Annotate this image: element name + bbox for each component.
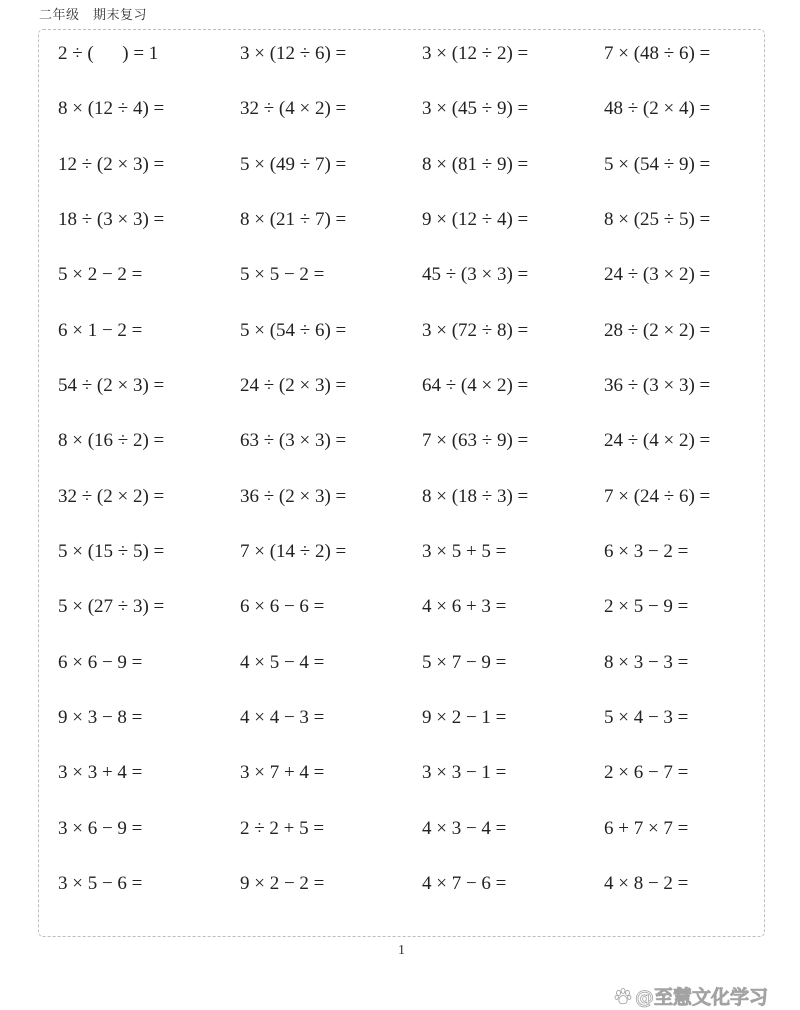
math-problem: 9 × 2 − 2 = [240, 873, 325, 894]
math-problem: 54 ÷ (2 × 3) = [58, 375, 165, 396]
math-problem: 24 ÷ (4 × 2) = [604, 430, 711, 451]
math-problem: 3 × (12 ÷ 6) = [240, 43, 347, 64]
worksheet-header-title: 二年级 期末复习 [39, 8, 148, 23]
math-problem: 7 × (63 ÷ 9) = [422, 430, 529, 451]
math-problem: 9 × 3 − 8 = [58, 707, 143, 728]
watermark [614, 983, 768, 1010]
math-problem: 6 × 3 − 2 = [604, 541, 689, 562]
math-problem: 8 × (12 ÷ 4) = [58, 98, 165, 119]
math-problem: 45 ÷ (3 × 3) = [422, 264, 529, 285]
math-problem: 3 × (45 ÷ 9) = [422, 98, 529, 119]
math-problem: 7 × (48 ÷ 6) = [604, 43, 711, 64]
math-problem: 6 × 6 − 6 = [240, 596, 325, 617]
math-problem: 5 × 4 − 3 = [604, 707, 689, 728]
math-problem: 32 ÷ (4 × 2) = [240, 98, 347, 119]
math-problem: 4 × 6 + 3 = [422, 596, 507, 617]
math-problem: 5 × (27 ÷ 3) = [58, 596, 165, 617]
math-problem: 2 × 5 − 9 = [604, 596, 689, 617]
math-problem: 9 × (12 ÷ 4) = [422, 209, 529, 230]
math-problem: 5 × (54 ÷ 9) = [604, 154, 711, 175]
math-problem: 3 × (72 ÷ 8) = [422, 320, 529, 341]
math-problem: 64 ÷ (4 × 2) = [422, 375, 529, 396]
paw-icon [614, 987, 632, 1005]
math-problem: 6 + 7 × 7 = [604, 818, 689, 839]
math-problem: 3 × 5 + 5 = [422, 541, 507, 562]
math-problem: 5 × 2 − 2 = [58, 264, 143, 285]
math-problem: 8 × (18 ÷ 3) = [422, 486, 529, 507]
watermark-text: @至慧文化学习 [635, 986, 769, 1009]
math-problem: 63 ÷ (3 × 3) = [240, 430, 347, 451]
math-problem: 8 × (81 ÷ 9) = [422, 154, 529, 175]
math-problem: 4 × 5 − 4 = [240, 652, 325, 673]
math-problem: 3 × 3 − 1 = [422, 762, 507, 783]
math-problem: 28 ÷ (2 × 2) = [604, 320, 711, 341]
math-problem: 36 ÷ (3 × 3) = [604, 375, 711, 396]
math-problem: 5 × (15 ÷ 5) = [58, 541, 165, 562]
math-problem: 12 ÷ (2 × 3) = [58, 154, 165, 175]
math-problem: 8 × (25 ÷ 5) = [604, 209, 711, 230]
math-problem: 24 ÷ (2 × 3) = [240, 375, 347, 396]
math-problem: 8 × 3 − 3 = [604, 652, 689, 673]
math-problem: 5 × (54 ÷ 6) = [240, 320, 347, 341]
math-problem: 4 × 8 − 2 = [604, 873, 689, 894]
math-problem: 18 ÷ (3 × 3) = [58, 209, 165, 230]
math-problem: 32 ÷ (2 × 2) = [58, 486, 165, 507]
math-problem: 3 × 7 + 4 = [240, 762, 325, 783]
math-problem: 9 × 2 − 1 = [422, 707, 507, 728]
math-problem: 3 × 6 − 9 = [58, 818, 143, 839]
math-problem: 3 × 5 − 6 = [58, 873, 143, 894]
math-problem: 2 × 6 − 7 = [604, 762, 689, 783]
math-problem: 2 ÷ 2 + 5 = [240, 818, 325, 839]
math-problem: 6 × 1 − 2 = [58, 320, 143, 341]
math-problem: 36 ÷ (2 × 3) = [240, 486, 347, 507]
math-problem: 8 × (16 ÷ 2) = [58, 430, 165, 451]
math-problem: 6 × 6 − 9 = [58, 652, 143, 673]
math-problem: 5 × 7 − 9 = [422, 652, 507, 673]
page-number: 1 [398, 943, 405, 958]
math-problem: 3 × (12 ÷ 2) = [422, 43, 529, 64]
math-problem: 4 × 3 − 4 = [422, 818, 507, 839]
math-problem: 7 × (14 ÷ 2) = [240, 541, 347, 562]
math-problem: 24 ÷ (3 × 2) = [604, 264, 711, 285]
math-problem: 4 × 4 − 3 = [240, 707, 325, 728]
math-problem: 3 × 3 + 4 = [58, 762, 143, 783]
math-problem: 4 × 7 − 6 = [422, 873, 507, 894]
math-problem: 5 × (49 ÷ 7) = [240, 154, 347, 175]
math-problem: 8 × (21 ÷ 7) = [240, 209, 347, 230]
math-problem: 2 ÷ ( ) = 1 [58, 43, 159, 64]
math-problem: 5 × 5 − 2 = [240, 264, 325, 285]
math-problem: 7 × (24 ÷ 6) = [604, 486, 711, 507]
math-problem: 48 ÷ (2 × 4) = [604, 98, 711, 119]
